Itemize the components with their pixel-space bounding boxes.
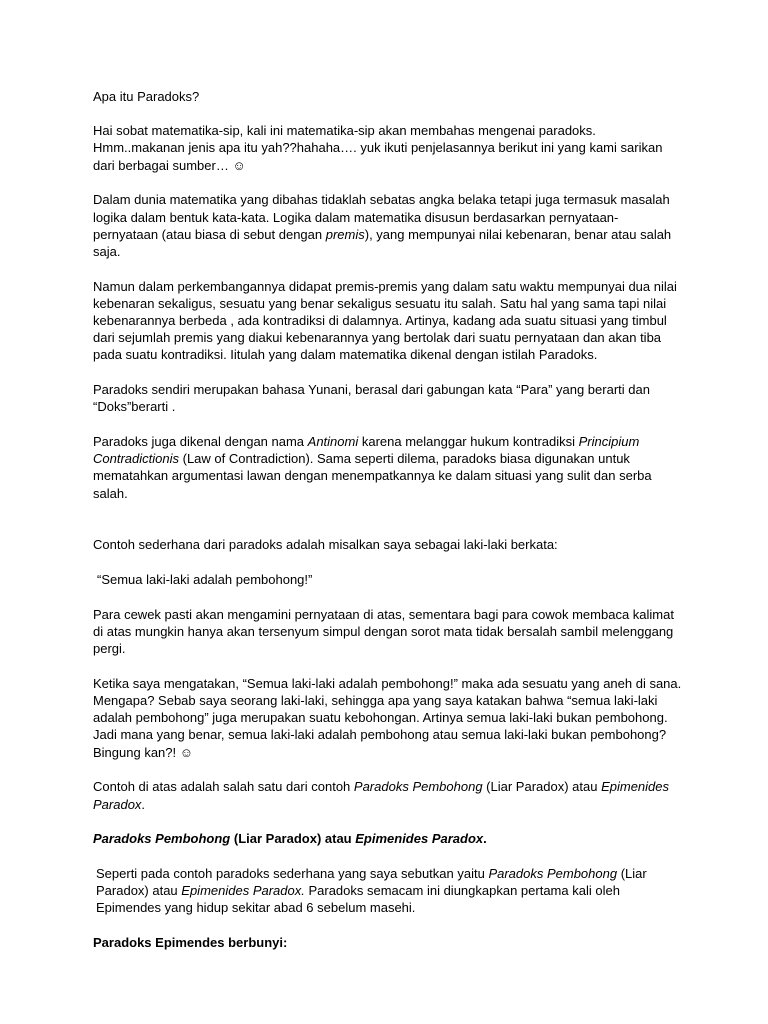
text-span: (Liar Paradox) atau [96, 866, 647, 899]
italic-term: Principium Contradictionis [93, 434, 640, 467]
paragraph-origin: Paradoks sendiri merupakan bahasa Yunani, berasal dari gabungan kata “Para” yang berarti dan “Doks”berarti . [93, 382, 650, 415]
text-span: (Law of Contradiction). Sama seperti dilema, paradoks biasa digunakan untuk mematahkan argumentasi lawan dengan menempatkannya ke dalam situasi yang sulit dan serba salah. [93, 451, 652, 501]
intro-text: Hai sobat matematika-sip, kali ini matematika-sip akan membahas mengenai paradoks. Hmm..makanan jenis apa itu yah??hahaha…. yuk ikuti penjelasannya berikut ini yang kami sarikan dari berbagai sumber… ☺ [93, 123, 663, 173]
document-title: Apa itu Paradoks? [93, 89, 200, 104]
paragraph-liar-example [93, 778, 683, 812]
text-span: Dalam dunia matematika yang dibahas tidaklah sebatas angka belaka tetapi juga termasuk masalah logika dalam bentuk kata-kata. Logika dalam matematika disusun berdasarkan pernyataan-pernyataan (atau biasa di sebut dengan [93, 192, 670, 242]
text-span: Seperti pada contoh paradoks sederhana yang saya sebutkan yaitu [96, 866, 489, 881]
section-heading-liar-paradox [93, 830, 683, 847]
paragraph-development: Namun dalam perkembangannya didapat premis-premis yang dalam satu waktu mempunyai dua nilai kebenaran sekaligus, sesuatu yang benar sekaligus sesuatu itu salah. Satu hal yang sama tapi nilai kebenarannya berbeda , ada kontradiksi di dalamnya. Artinya, kadang ada suatu situasi yang timbul dari sejumlah premis yang diakui kebenarannya yang bertolak dari suatu pernyataan dan akan tiba pada suatu kontradiksi. Iitulah yang dalam matematika dikenal dengan istilah Paradoks. [93, 278, 677, 363]
paragraph-epimendes-statement: Paradoks Epimendes berbunyi: [93, 935, 288, 951]
paragraph-explanation: Ketika saya mengatakan, “Semua laki-laki adalah pembohong!” maka ada sesuatu yang aneh di sana. Mengapa? Sebab saya seorang laki-laki, sehingga apa yang saya katakan bahwa “semua laki-laki adalah pembohong” juga merupakan suatu kebohongan. Artinya semua laki-laki bukan pembohong. Jadi mana yang benar, semua laki-laki adalah pembohong atau semua laki-laki bukan pembohong? Bingung kan?! ☺ [93, 675, 682, 760]
intro-paragraph [93, 122, 683, 174]
text-span: ), yang mempunyai nilai kebenaran, benar atau salah saja. [93, 226, 672, 259]
italic-term: Epimenides Paradox. [181, 883, 305, 899]
paragraph-logic [93, 191, 683, 260]
paragraph-epimenides [93, 865, 683, 917]
italic-term: premis [325, 226, 365, 242]
document-body [93, 88, 683, 969]
italic-term: Epimenides Paradox [93, 779, 670, 812]
quote-statement: “Semua laki-laki adalah pembohong!” [97, 572, 313, 588]
paragraph-reaction: Para cewek pasti akan mengamini pernyataan di atas, sementara bagi para cowok membaca kalimat di atas mungkin hanya akan tersenyum simpul dengan sorot mata tidak bersalah sambil melenggang pergi. [93, 606, 674, 657]
text-span: (Liar Paradox) atau [482, 779, 602, 795]
paragraph-example-intro: Contoh sederhana dari paradoks adalah misalkan saya sebagai laki-laki berkata: [93, 537, 558, 553]
text-span: Paradoks juga dikenal dengan nama [93, 434, 308, 450]
text-span: Contoh di atas adalah salah satu dari contoh [93, 779, 354, 795]
italic-term: Epimenides Paradox [355, 831, 484, 847]
paragraph-antinomi [93, 433, 683, 502]
italic-term: Antinomi [307, 434, 359, 450]
blank-line [93, 519, 683, 536]
text-span: karena melanggar hukum kontradiksi [358, 434, 579, 450]
italic-term: Paradoks Pembohong [93, 831, 231, 847]
text-span: . [141, 796, 146, 812]
text-span: Paradoks semacam ini diungkapkan pertama kali oleh Epimendes yang hidup sekitar abad 6 sebelum masehi. [96, 883, 620, 916]
italic-term: Paradoks Pembohong [353, 779, 483, 795]
text-span: . [483, 831, 487, 847]
text-span: (Liar Paradox) atau [230, 831, 356, 847]
italic-term: Paradoks Pembohong [488, 866, 618, 881]
